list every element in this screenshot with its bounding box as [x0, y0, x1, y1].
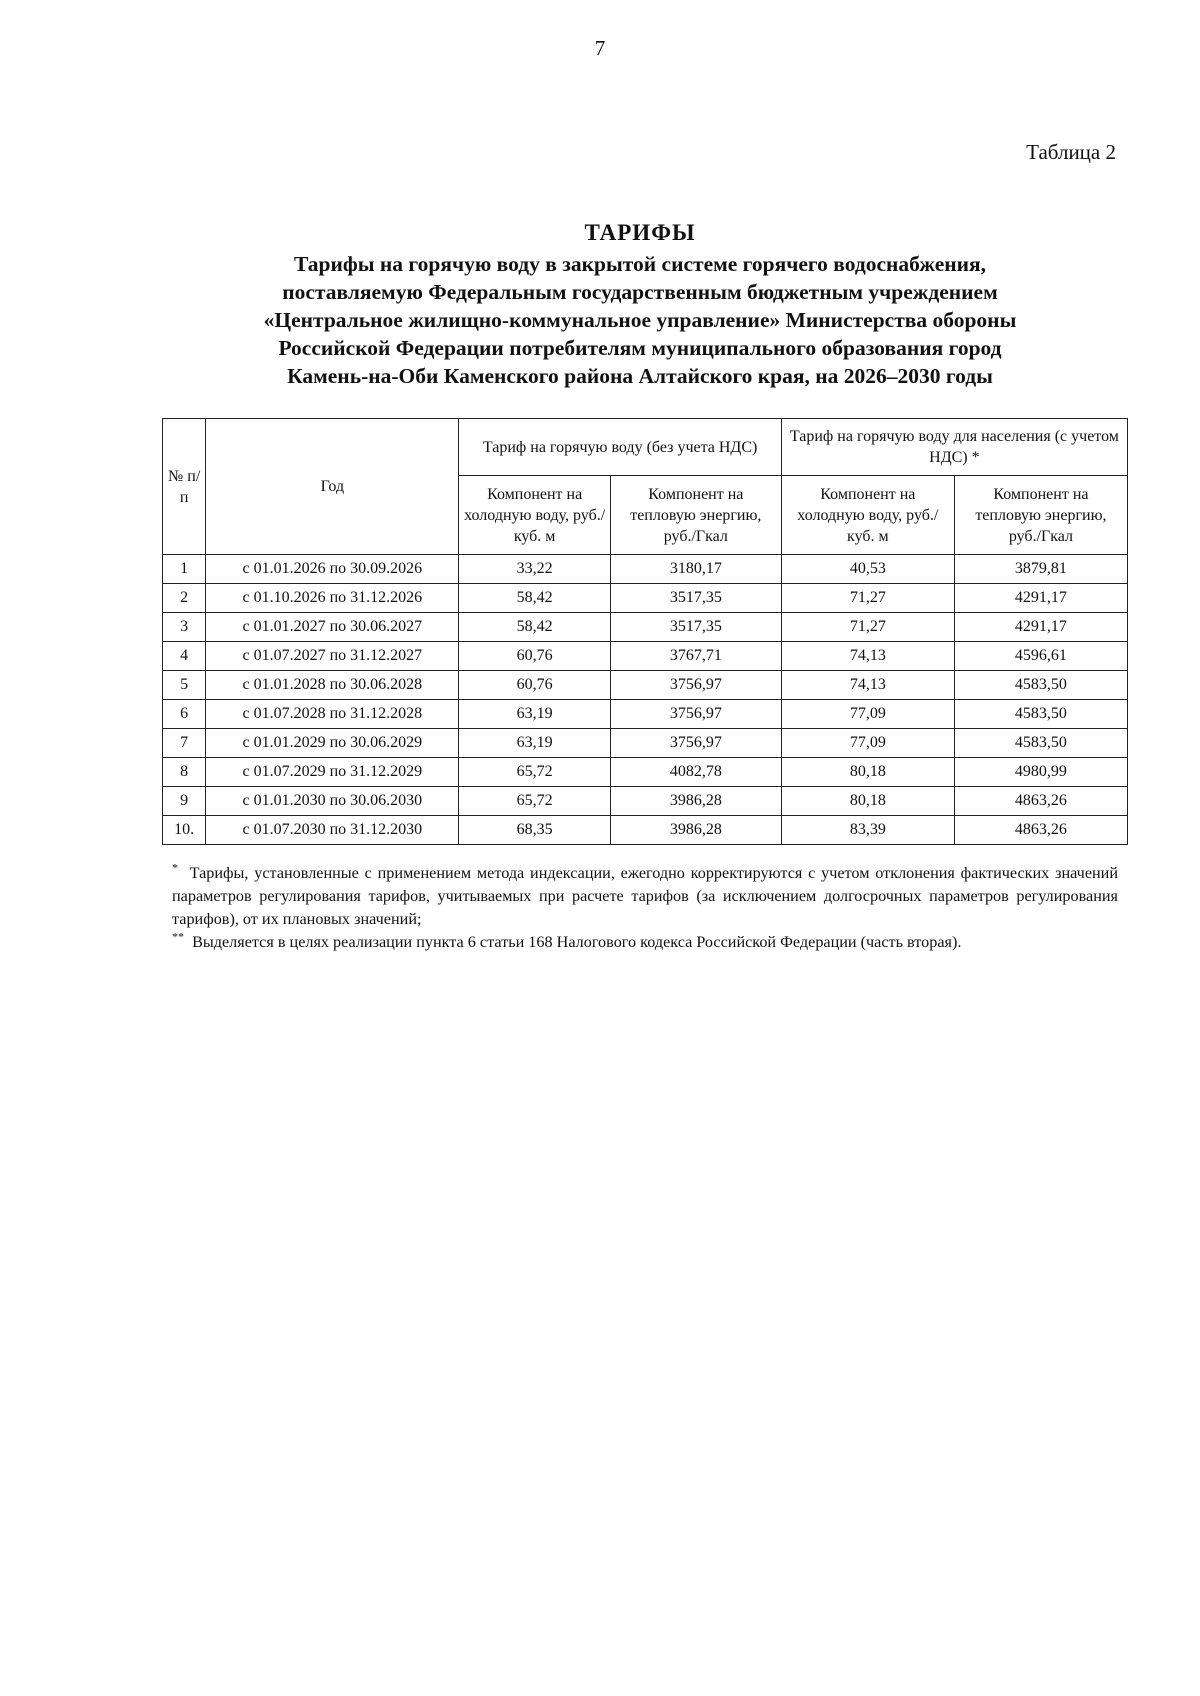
heat-energy-no-vat: 3986,28	[610, 787, 781, 816]
cold-water-no-vat: 33,22	[459, 555, 610, 584]
cold-water-no-vat: 65,72	[459, 758, 610, 787]
row-number: 1	[163, 555, 206, 584]
cold-water-with-vat: 74,13	[781, 642, 954, 671]
table-label: Таблица 2	[1026, 140, 1116, 164]
footnote-text: Тарифы, установленные с применением метода индексации, ежегодно корректируются с учетом отклонения фактических значений параметров регулирования тарифов, учитываемых при расчете тарифов (за исключением долгосрочных параметров регулирования тарифов), от их плановых значений;	[172, 864, 1118, 928]
row-period: с 01.01.2028 по 30.06.2028	[206, 671, 459, 700]
row-period: с 01.01.2030 по 30.06.2030	[206, 787, 459, 816]
table-row	[163, 758, 1128, 787]
row-number: 10.	[163, 816, 206, 845]
tariffs-table	[162, 418, 1128, 845]
row-number: 8	[163, 758, 206, 787]
row-number: 2	[163, 584, 206, 613]
header-tariff-population-with-vat: Тариф на горячую воду для населения (с учетом НДС) *	[781, 419, 1127, 476]
cold-water-no-vat: 63,19	[459, 700, 610, 729]
cold-water-with-vat: 40,53	[781, 555, 954, 584]
heat-energy-no-vat: 3180,17	[610, 555, 781, 584]
heat-energy-with-vat: 4596,61	[954, 642, 1127, 671]
cold-water-with-vat: 71,27	[781, 613, 954, 642]
header-year: Год	[206, 419, 459, 555]
table-row	[163, 642, 1128, 671]
row-number: 3	[163, 613, 206, 642]
heat-energy-with-vat: 4583,50	[954, 671, 1127, 700]
table-body	[163, 555, 1128, 845]
cold-water-no-vat: 58,42	[459, 584, 610, 613]
page-number: 7	[594, 36, 606, 60]
row-number: 4	[163, 642, 206, 671]
row-number: 6	[163, 700, 206, 729]
heat-energy-with-vat: 4291,17	[954, 584, 1127, 613]
heat-energy-with-vat: 4863,26	[954, 787, 1127, 816]
row-number: 7	[163, 729, 206, 758]
cold-water-with-vat: 80,18	[781, 758, 954, 787]
cold-water-no-vat: 60,76	[459, 671, 610, 700]
footnotes	[172, 862, 1118, 954]
row-period: с 01.10.2026 по 31.12.2026	[206, 584, 459, 613]
table-row	[163, 613, 1128, 642]
heat-energy-no-vat: 3767,71	[610, 642, 781, 671]
cold-water-no-vat: 68,35	[459, 816, 610, 845]
heat-energy-with-vat: 4291,17	[954, 613, 1127, 642]
title-block	[150, 218, 1130, 390]
document-title: ТАРИФЫ	[584, 220, 696, 245]
table-row	[163, 729, 1128, 758]
header-cold-water-component: Компонент на холодную воду, руб./куб. м	[459, 476, 610, 555]
row-period: с 01.01.2026 по 30.09.2026	[206, 555, 459, 584]
cold-water-no-vat: 58,42	[459, 613, 610, 642]
header-heat-energy-component: Компонент на тепловую энергию, руб./Гкал	[954, 476, 1127, 555]
footnote	[172, 931, 1118, 954]
heat-energy-with-vat: 4980,99	[954, 758, 1127, 787]
cold-water-no-vat: 65,72	[459, 787, 610, 816]
heat-energy-no-vat: 3756,97	[610, 700, 781, 729]
heat-energy-with-vat: 3879,81	[954, 555, 1127, 584]
row-period: с 01.01.2027 по 30.06.2027	[206, 613, 459, 642]
row-period: с 01.07.2030 по 31.12.2030	[206, 816, 459, 845]
cold-water-with-vat: 74,13	[781, 671, 954, 700]
heat-energy-no-vat: 3517,35	[610, 584, 781, 613]
table-row	[163, 816, 1128, 845]
heat-energy-no-vat: 3756,97	[610, 729, 781, 758]
subtitle-line: Тарифы на горячую воду в закрытой системе горячего водоснабжения,	[293, 252, 987, 276]
table-row	[163, 584, 1128, 613]
header-heat-energy-component: Компонент на тепловую энергию, руб./Гкал	[610, 476, 781, 555]
header-number: № п/п	[163, 419, 206, 555]
header-cold-water-component: Компонент на холодную воду, руб./куб. м	[781, 476, 954, 555]
row-period: с 01.07.2029 по 31.12.2029	[206, 758, 459, 787]
heat-energy-with-vat: 4863,26	[954, 816, 1127, 845]
table-row	[163, 671, 1128, 700]
table-row	[163, 700, 1128, 729]
document-subtitle	[150, 250, 1130, 390]
heat-energy-no-vat: 3986,28	[610, 816, 781, 845]
row-period: с 01.01.2029 по 30.06.2029	[206, 729, 459, 758]
cold-water-with-vat: 77,09	[781, 729, 954, 758]
subtitle-line: Камень-на-Оби Каменского района Алтайского края, на 2026–2030 годы	[287, 364, 993, 388]
cold-water-with-vat: 71,27	[781, 584, 954, 613]
row-number: 9	[163, 787, 206, 816]
cold-water-with-vat: 80,18	[781, 787, 954, 816]
footnote-mark: **	[172, 929, 184, 944]
row-period: с 01.07.2027 по 31.12.2027	[206, 642, 459, 671]
cold-water-with-vat: 83,39	[781, 816, 954, 845]
heat-energy-with-vat: 4583,50	[954, 700, 1127, 729]
heat-energy-no-vat: 4082,78	[610, 758, 781, 787]
cold-water-no-vat: 63,19	[459, 729, 610, 758]
footnote	[172, 862, 1118, 931]
cold-water-with-vat: 77,09	[781, 700, 954, 729]
subtitle-line: Российской Федерации потребителям муниципального образования город	[278, 336, 1002, 360]
table-row	[163, 555, 1128, 584]
header-tariff-without-vat: Тариф на горячую воду (без учета НДС)	[459, 419, 781, 476]
heat-energy-no-vat: 3517,35	[610, 613, 781, 642]
footnote-mark: *	[172, 860, 178, 875]
subtitle-line: поставляемую Федеральным государственным бюджетным учреждением	[282, 280, 998, 304]
heat-energy-with-vat: 4583,50	[954, 729, 1127, 758]
row-number: 5	[163, 671, 206, 700]
table-row	[163, 787, 1128, 816]
heat-energy-no-vat: 3756,97	[610, 671, 781, 700]
row-period: с 01.07.2028 по 31.12.2028	[206, 700, 459, 729]
subtitle-line: «Центральное жилищно-коммунальное управление» Министерства обороны	[263, 308, 1017, 332]
footnote-text: Выделяется в целях реализации пункта 6 статьи 168 Налогового кодекса Российской Федерации (часть вторая).	[192, 933, 962, 951]
cold-water-no-vat: 60,76	[459, 642, 610, 671]
